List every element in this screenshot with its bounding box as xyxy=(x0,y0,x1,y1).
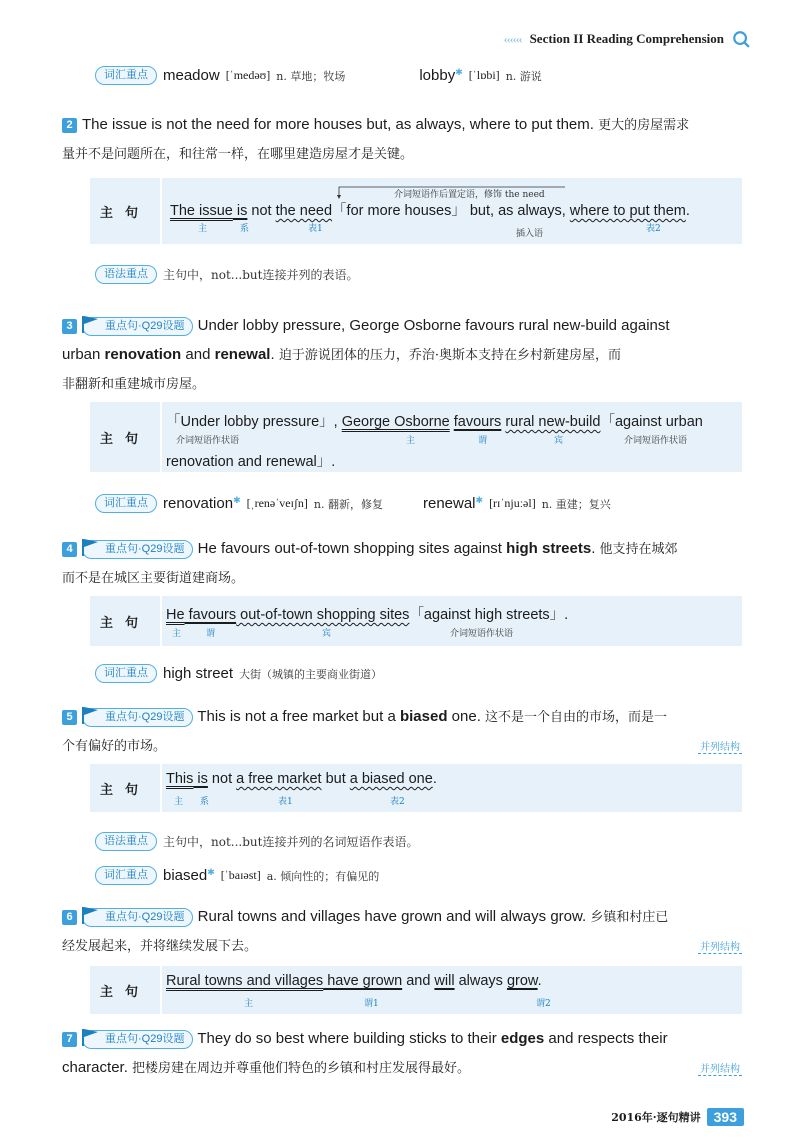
vocab-row-4: 词汇重点 high street 大街（城镇的主要商业街道） xyxy=(95,664,750,683)
vocab-badge: 词汇重点 xyxy=(95,66,157,85)
predicate-2: will xyxy=(434,973,455,989)
annotation: 介词短语作后置定语，修饰 the need xyxy=(394,190,545,200)
main-sentence-label: 主句 xyxy=(90,966,162,1014)
sentence-translation: 把楼房建在周边并尊重他们特色的乡镇和村庄发展得最好。 xyxy=(132,1061,471,1076)
vocab-row-1 xyxy=(95,66,750,85)
sentence-5: 5 重点句·Q29设题 This is not a free market but a biased one. 这不是一个自由的市场，而是一 个有偏好的市场。 xyxy=(62,702,750,761)
analysis-box-2: 主句 介词短语作后置定语，修饰 the need The issue is not the need「for more houses」 but, as always, where to put them. 主 系 表1 插入语 表2 xyxy=(90,178,742,244)
key-sentence-badge: 重点句·Q29设题 xyxy=(82,1030,193,1049)
object: out-of-town shopping sites xyxy=(236,607,410,623)
sentence-english: Under lobby pressure, George Osborne favours rural new-build against xyxy=(197,317,670,334)
predicative-1: the need xyxy=(275,203,333,219)
flag-icon xyxy=(79,536,101,558)
sentence-translation: 迫于游说团体的压力，乔治·奥斯本支持在乡村新建房屋，而 xyxy=(278,348,621,363)
vocab-phonetic: [ˈlɒbi] xyxy=(468,68,500,82)
flag-icon xyxy=(79,904,101,926)
sentence-translation: 量并不是问题所在，和往常一样，在哪里建造房屋才是关键。 xyxy=(62,147,414,162)
sentence-7: 7 重点句·Q29设题 They do so best where building sticks to their edges and respects their character. 把楼房建在周边并尊重他们特色的乡镇和村庄发展得最好。 xyxy=(62,1024,750,1083)
sentence-translation: 他支持在城郊 xyxy=(599,542,678,557)
vocab-phonetic: [ˈmedəʊ] xyxy=(225,68,271,82)
vocab-word: meadow xyxy=(163,67,220,84)
sentence-6: 6 重点句·Q29设题 Rural towns and villages have grown and will always grow. 乡镇和村庄已 经发展起来，并将继续发展下去。 xyxy=(62,902,750,961)
subject: The issue xyxy=(170,203,233,219)
header-arrows: ‹‹‹‹‹‹ xyxy=(503,31,522,46)
sentence-number: 4 xyxy=(62,542,77,557)
grammar-row-2 xyxy=(95,265,750,284)
object: rural new-build xyxy=(505,414,601,430)
vocab-badge: 词汇重点 xyxy=(95,494,157,513)
predicative-2: where to put them xyxy=(569,203,686,219)
main-sentence-label: 主句 xyxy=(90,402,162,472)
attributive-phrase: 「for more houses」 xyxy=(332,203,466,219)
adverbial-phrase: 「against high streets」. xyxy=(409,607,569,623)
linking-verb: is xyxy=(232,203,248,219)
vocab-row-5: 词汇重点 biased✱ [ˈbaɪəst] a. 倾向性的；有偏见的 xyxy=(95,866,750,885)
analysis-box-4: 主句 He favours out-of-town shopping sites「against high streets」. 主 谓 宾 介词短语作状语 xyxy=(90,596,742,646)
predicate: favours xyxy=(453,414,502,430)
linking-verb: is xyxy=(193,771,208,787)
predicate-1: have grown xyxy=(323,973,403,989)
predicate-2: grow xyxy=(506,973,538,989)
sentence-number: 7 xyxy=(62,1032,77,1047)
sentence-2 xyxy=(62,110,750,169)
flag-icon xyxy=(79,704,101,726)
grammar-row-5: 语法重点 主句中，not...but连接并列的名词短语作表语。 xyxy=(95,832,750,851)
analysis-box-6: 主句 Rural towns and villages have grown and will always grow. 主 谓1 谓2 xyxy=(90,966,742,1014)
key-sentence-badge: 重点句·Q29设题 xyxy=(82,317,193,336)
sentence-number: 2 xyxy=(62,118,77,133)
vocab-definition: n. 草地；牧场 xyxy=(276,69,346,83)
star-icon: ✱ xyxy=(475,495,484,505)
sentence-number: 5 xyxy=(62,710,77,725)
sentence-number: 6 xyxy=(62,910,77,925)
sentence-3: 3 重点句·Q29设题 Under lobby pressure, George Osborne favours rural new-build against urban renovation and renewal. 迫于游说团体的压力，乔治·奥斯本支持在乡村新建房屋，而 非翻新和重建城市房屋。 xyxy=(62,311,750,399)
flag-icon xyxy=(79,313,101,335)
star-icon: ✱ xyxy=(207,867,215,877)
grammar-badge: 语法重点 xyxy=(95,265,157,284)
adverbial-phrase: 「against urban xyxy=(600,414,703,430)
flag-icon xyxy=(79,1026,101,1048)
sentence-translation: 这不是一个自由的市场，而是一 xyxy=(485,710,668,725)
sentence-4: 4 重点句·Q29设题 He favours out-of-town shopping sites against high streets. 他支持在城郊 而不是在城区主要街道建商场。 xyxy=(62,534,750,593)
key-sentence-badge: 重点句·Q29设题 xyxy=(82,540,193,559)
structure-tag: 并列结构 xyxy=(698,738,742,754)
footer-text: 2016年·逐句精讲 xyxy=(611,1111,701,1124)
section-title: Section II Reading Comprehension xyxy=(529,31,724,46)
vocab-badge: 词汇重点 xyxy=(95,664,157,683)
main-sentence-label: 主句 xyxy=(90,178,162,244)
adverbial-phrase: 「Under lobby pressure」 xyxy=(166,414,334,430)
page-footer xyxy=(611,1108,744,1126)
subject: He xyxy=(166,607,185,623)
subject: Rural towns and villages xyxy=(166,973,324,989)
main-sentence-label: 主句 xyxy=(90,596,162,646)
main-sentence-label: 主句 xyxy=(90,764,162,812)
running-header xyxy=(504,30,750,48)
sentence-translation: 而不是在城区主要街道建商场。 xyxy=(62,571,245,586)
analysis-box-5: 主句 This is not a free market but a biased one. 主 系 表1 表2 xyxy=(90,764,742,812)
sentence-translation: 非翻新和重建城市房屋。 xyxy=(62,377,206,392)
predicative-2: a biased one xyxy=(349,771,433,787)
magnifier-icon xyxy=(732,30,750,48)
star-icon: ✱ xyxy=(233,495,241,505)
sentence-translation: 个有偏好的市场。 xyxy=(62,739,167,754)
key-sentence-badge: 重点句·Q29设题 xyxy=(82,908,193,927)
vocab-row-3: 词汇重点 renovation✱ [ˌrenəˈveɪʃn] n. 翻新，修复 renewal✱ [rɪˈnjuːəl] n. 重建；复兴 xyxy=(95,494,750,513)
star-icon: ✱ xyxy=(455,67,463,77)
vocab-badge: 词汇重点 xyxy=(95,866,157,885)
grammar-note: 主句中，not...but连接并列的表语。 xyxy=(163,268,359,282)
grammar-badge: 语法重点 xyxy=(95,832,157,851)
vocab-definition: n. 游说 xyxy=(505,69,542,83)
predicate: favours xyxy=(184,607,237,623)
structure-tag: 并列结构 xyxy=(698,938,742,954)
analysis-box-3: 主句 「Under lobby pressure」, George Osborne favours rural new-build「against urban 介词短语作状语 主 谓 宾 介词短语作状语 renovation and renewal」. xyxy=(90,402,742,472)
page-number: 393 xyxy=(707,1108,744,1126)
sentence-english: The issue is not the need for more houses but, as always, where to put them. xyxy=(82,116,594,133)
subject: George Osborne xyxy=(341,414,450,430)
structure-tag: 并列结构 xyxy=(698,1060,742,1076)
sentence-translation: 乡镇和村庄已 xyxy=(590,910,669,925)
sentence-number: 3 xyxy=(62,319,77,334)
sentence-translation: 经发展起来，并将继续发展下去。 xyxy=(62,939,258,954)
predicative-1: a free market xyxy=(236,771,322,787)
subject: This xyxy=(166,771,194,787)
vocab-word: lobby✱ xyxy=(419,67,463,84)
sentence-translation: 更大的房屋需求 xyxy=(598,118,690,133)
key-sentence-badge: 重点句·Q29设题 xyxy=(82,708,193,727)
